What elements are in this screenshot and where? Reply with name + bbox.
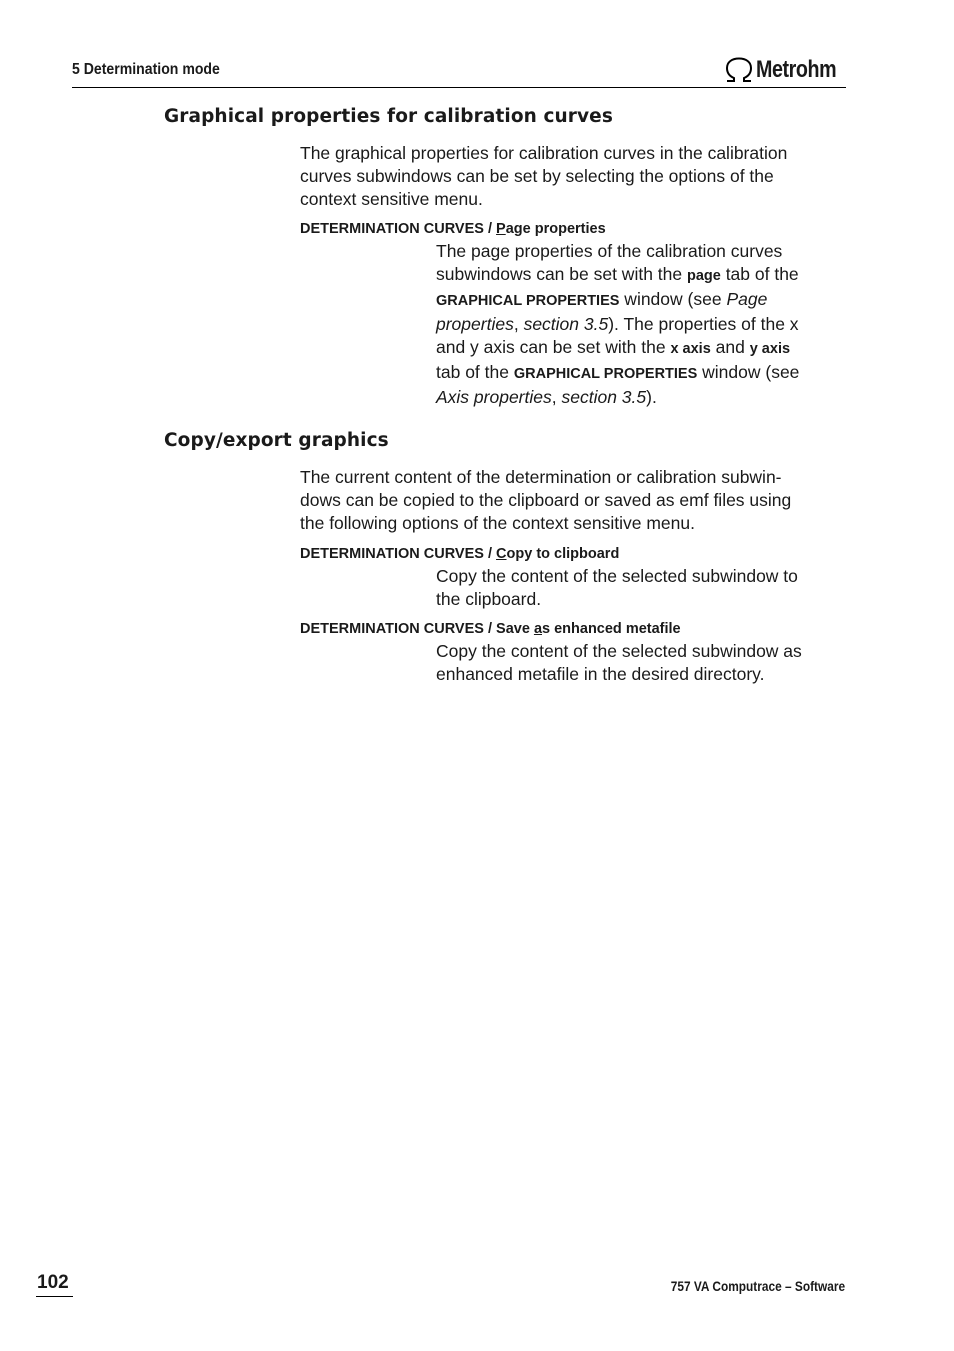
text-line: Copy the content of the selected subwindow as (436, 641, 802, 661)
menu-item-name: age properties (505, 221, 606, 237)
menu-command-save-enhanced-metafile (300, 621, 681, 637)
text-line: Copy the content of the selected subwindow to (436, 566, 798, 586)
menu-item-name: opy to clipboard (506, 546, 620, 562)
text-line: the following options of the context sensitive menu. (300, 513, 695, 533)
menu-path: DETERMINATION CURVES / (300, 221, 497, 237)
accelerator-key: P (496, 221, 506, 237)
section1-intro (300, 142, 860, 211)
text-line: the clipboard. (436, 589, 542, 609)
menu-path: DETERMINATION CURVES / (300, 546, 497, 562)
text-line: properties, section 3.5). The properties of the x (436, 314, 799, 334)
logo-wordmark: Metrohm (756, 56, 837, 83)
text-line: dows can be copied to the clipboard or saved as emf files using (300, 490, 792, 510)
header-rule (72, 87, 846, 88)
section-heading-copy-export: Copy/export graphics (164, 430, 389, 451)
text-line: subwindows can be set with the page tab of the (436, 264, 799, 284)
menu-path: DETERMINATION CURVES / Save (300, 621, 534, 637)
text-line: The graphical properties for calibration curves in the calibration (300, 143, 788, 163)
text-line: GRAPHICAL PROPERTIES window (see Page (436, 289, 768, 309)
accelerator-key: C (496, 546, 507, 562)
text-line: enhanced metafile in the desired directory. (436, 664, 765, 684)
save-metafile-description (436, 640, 856, 686)
menu-command-page-properties (300, 221, 606, 237)
footer-document-title: 757 VA Computrace – Software (670, 1279, 845, 1294)
text-line: context sensitive menu. (300, 189, 483, 209)
text-line: The current content of the determination or calibration subwin- (300, 467, 782, 487)
section2-intro (300, 466, 860, 535)
omega-icon (724, 57, 754, 83)
copy-to-clipboard-description (436, 565, 856, 611)
chapter-title: 5 Determination mode (72, 61, 220, 78)
section-heading-graphical-properties: Graphical properties for calibration curves (164, 106, 613, 127)
text-line: and y axis can be set with the x axis and y axis (436, 337, 791, 357)
text-line: curves subwindows can be set by selecting the options of the (300, 166, 774, 186)
text-line: The page properties of the calibration curves (436, 241, 783, 261)
accelerator-key: a (533, 621, 543, 637)
text-line: tab of the GRAPHICAL PROPERTIES window (see (436, 362, 800, 382)
page-number: 102 (36, 1272, 73, 1297)
menu-item-name: s enhanced metafile (542, 621, 681, 637)
menu-command-copy-to-clipboard (300, 546, 619, 562)
text-line: Axis properties, section 3.5). (436, 387, 657, 407)
metrohm-logo (724, 56, 854, 84)
page-properties-description (436, 240, 856, 409)
